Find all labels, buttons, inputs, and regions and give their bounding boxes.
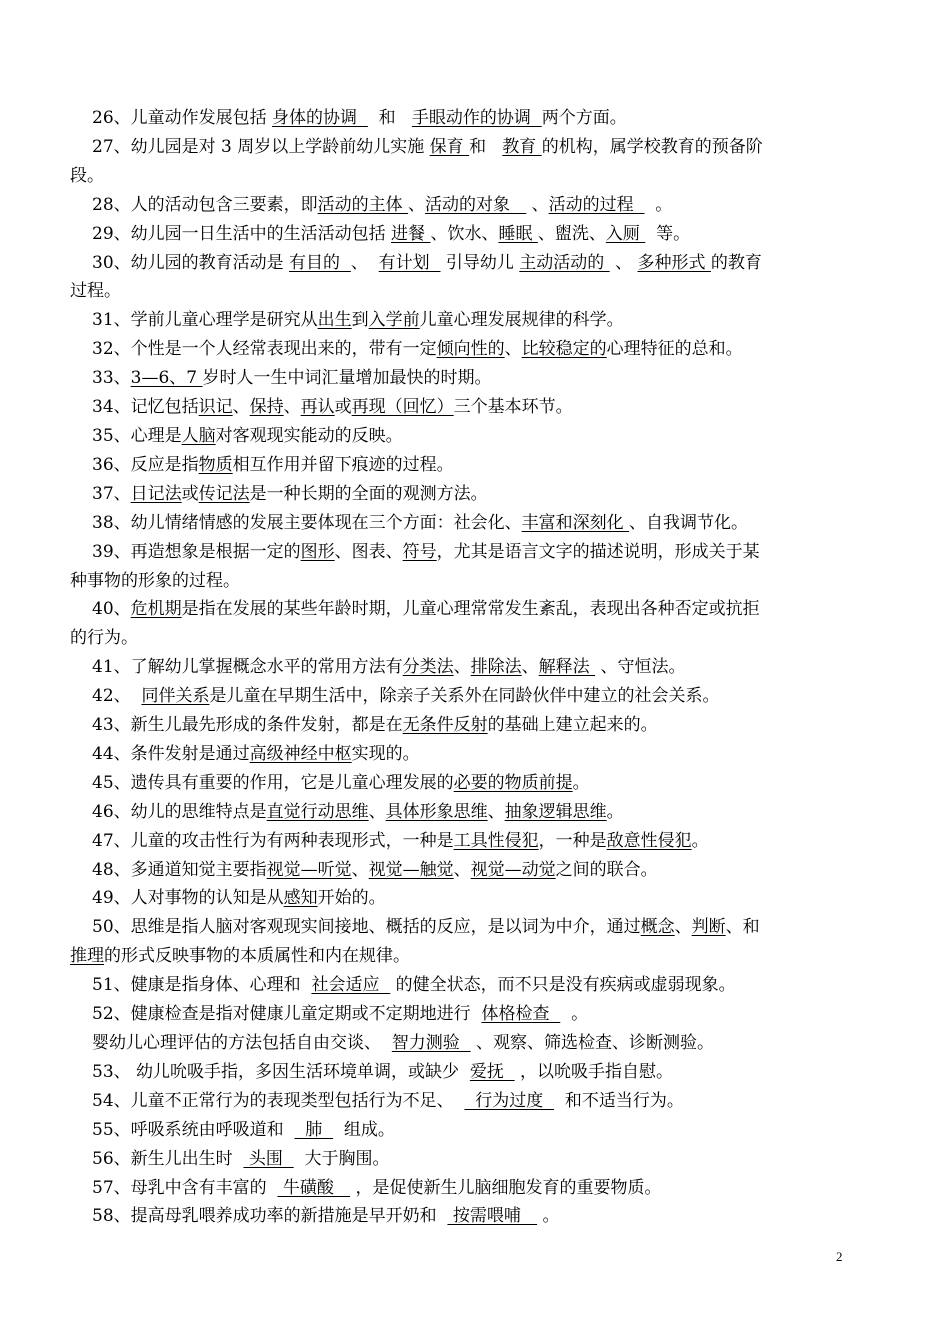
text-line xyxy=(70,1087,882,1116)
text-segment: 或 xyxy=(181,483,199,504)
text-segment: 的健全状态，而不只是没有疾病或虚弱现象。 xyxy=(390,975,736,996)
text-segment: 两个方面。 xyxy=(541,108,627,128)
answer-blank: 推理 xyxy=(70,946,104,967)
answer-blank: 直觉行动思维 xyxy=(266,801,369,822)
text-segment: 是指在发展的某些年龄时期，儿童心理常常发生紊乱，表现出各种否定或抗拒 xyxy=(181,599,760,620)
answer-blank: 进餐 xyxy=(391,223,431,244)
text-segment: 的教育 xyxy=(710,252,762,273)
text-segment: 和 xyxy=(469,136,503,157)
text-segment: 38、幼儿情绪情感的发展主要体现在三个方面：社会化、 xyxy=(92,512,522,533)
text-segment: 46、幼儿的思维特点是 xyxy=(92,801,267,822)
text-segment: 30、幼儿园的教育活动是 xyxy=(92,252,290,273)
text-line xyxy=(70,249,882,278)
text-segment: 、饮水、 xyxy=(430,223,499,244)
text-line xyxy=(70,740,882,769)
text-segment: 三个基本环节。 xyxy=(453,397,573,418)
answer-blank: 肺 xyxy=(294,1119,334,1140)
text-segment: 引导幼儿 xyxy=(440,252,520,273)
text-line xyxy=(70,1202,882,1231)
text-line xyxy=(70,798,882,827)
text-segment: 。 xyxy=(560,1004,589,1025)
text-segment: 相互作用并留下痕迹的过程。 xyxy=(232,454,454,475)
answer-blank: 必要的物质前提 xyxy=(453,772,573,793)
text-segment: 50、思维是指人脑对客观现实间接地、概括的反应，是以词为中介，通过 xyxy=(92,917,641,938)
text-line xyxy=(70,1029,882,1058)
text-line xyxy=(70,971,882,1000)
text-segment: 。 xyxy=(537,1206,560,1227)
answer-blank: 保育 xyxy=(429,136,470,157)
answer-blank: 主动活动的 xyxy=(519,252,610,273)
answer-blank: 图形 xyxy=(300,541,335,562)
answer-blank: 头围 xyxy=(243,1148,294,1169)
text-line xyxy=(70,451,882,480)
text-segment: ，一种是 xyxy=(538,830,607,851)
text-segment: 52、健康检查是指对健康儿童定期或不定期地进行 xyxy=(92,1004,482,1025)
answer-blank: 再认 xyxy=(300,397,335,418)
text-segment: 到 xyxy=(351,310,369,331)
text-segment: 婴幼儿心理评估的方法包括自由交谈、 xyxy=(92,1033,392,1053)
text-line xyxy=(70,942,882,971)
answer-blank: 感知 xyxy=(283,888,318,909)
text-segment: 、 xyxy=(487,801,505,822)
text-segment: 54、儿童不正常行为的表现类型包括行为不足、 xyxy=(92,1090,465,1111)
text-segment: 41、了解幼儿掌握概念水平的常用方法有 xyxy=(92,657,403,678)
text-line xyxy=(70,653,882,682)
text-segment: 、 xyxy=(368,801,386,822)
answer-blank: 判断 xyxy=(691,917,726,938)
text-segment: 或 xyxy=(334,397,352,418)
answer-blank: 日记法 xyxy=(130,483,182,504)
answer-blank: 活动的对象 xyxy=(425,194,527,215)
answer-blank: 身体的协调 xyxy=(272,108,368,128)
text-segment: 49、人对事物的认知是从 xyxy=(92,888,284,909)
answer-blank: 分类法 xyxy=(402,657,454,678)
text-segment: 43、新生儿最先形成的条件发射，都是在 xyxy=(92,715,403,736)
answer-blank: 多种形式 xyxy=(637,252,711,273)
text-segment: 。 xyxy=(644,194,673,215)
text-line xyxy=(70,104,882,133)
text-line xyxy=(70,1116,882,1145)
text-line xyxy=(70,827,882,856)
text-segment: ，尤其是语言文字的描述说明，形成关于某 xyxy=(436,541,760,562)
answer-blank: 智力测验 xyxy=(391,1033,471,1053)
text-segment: 29、幼儿园一日生活中的生活活动包括 xyxy=(92,223,392,244)
text-segment: 、盥洗、 xyxy=(537,223,606,244)
answer-blank: 丰富和深刻化 xyxy=(521,512,630,533)
text-segment: 42、 xyxy=(92,686,142,707)
text-segment: 大于胸围。 xyxy=(293,1148,390,1169)
text-line xyxy=(70,393,882,422)
text-segment: 、图表、 xyxy=(334,541,403,562)
text-segment: 是一种长期的全面的观测方法。 xyxy=(249,483,488,504)
answer-blank: 手眼动作的协调 xyxy=(411,108,542,128)
text-segment: 33、 xyxy=(92,368,131,389)
text-line xyxy=(70,769,882,798)
text-line xyxy=(70,220,882,249)
text-segment: 的基础上建立起来的。 xyxy=(487,715,658,736)
text-segment: 39、再造想象是根据一定的 xyxy=(92,541,301,562)
text-line xyxy=(70,162,882,191)
text-segment: 、 xyxy=(504,339,522,360)
text-segment: 、 xyxy=(526,194,549,215)
text-line xyxy=(70,422,882,451)
text-segment: 55、呼吸系统由呼吸道和 xyxy=(92,1119,295,1140)
answer-blank: 入学前 xyxy=(368,310,420,331)
text-segment: ，是促使新生儿脑细胞发育的重要物质。 xyxy=(350,1177,662,1198)
text-segment: 、 xyxy=(232,397,250,418)
text-segment: 28、人的活动包含三要素，即 xyxy=(92,194,318,215)
text-segment: 儿童心理发展规律的科学。 xyxy=(419,310,624,331)
text-segment: 、 xyxy=(453,657,471,678)
answer-blank: 有目的 xyxy=(289,252,351,273)
text-line xyxy=(70,509,882,538)
answer-blank: 社会适应 xyxy=(311,975,391,996)
answer-blank: 敌意性侵犯 xyxy=(606,830,692,851)
text-segment: 44、条件发射是通过 xyxy=(92,743,250,764)
text-segment: 心理特征的总和。 xyxy=(606,339,743,360)
text-segment: 开始的。 xyxy=(317,888,386,909)
text-segment: 是儿童在早期生活中，除亲子关系外在同龄伙伴中建立的社会关系。 xyxy=(209,686,720,707)
answer-blank: 牛磺酸 xyxy=(277,1177,351,1198)
text-line xyxy=(70,856,882,885)
answer-blank: 入厕 xyxy=(605,223,646,244)
text-segment: 对客观现实能动的反映。 xyxy=(215,425,403,446)
answer-blank: 教育 xyxy=(502,136,542,157)
text-segment: 、 xyxy=(283,397,301,418)
answer-blank: 传记法 xyxy=(198,483,250,504)
answer-blank: 睡眠 xyxy=(498,223,538,244)
text-segment: 57、母乳中含有丰富的 xyxy=(92,1177,278,1198)
answer-blank: 视觉—动觉 xyxy=(470,859,556,880)
answer-blank: 比较稳定的 xyxy=(521,339,607,360)
text-segment: 种事物的形象的过程。 xyxy=(70,570,240,591)
text-segment: 56、新生儿出生时 xyxy=(92,1148,244,1169)
document-body xyxy=(70,104,882,1231)
answer-blank: 危机期 xyxy=(130,599,182,620)
text-line xyxy=(70,277,882,306)
answer-blank: 概念 xyxy=(640,917,675,938)
text-segment: 27、幼儿园是对 3 周岁以上学龄前幼儿实施 xyxy=(92,136,430,157)
text-segment: 、 xyxy=(350,252,379,273)
answer-blank: 倾向性的 xyxy=(436,339,505,360)
text-segment: 之间的联合。 xyxy=(555,859,658,880)
text-segment: 53、 幼儿吮吸手指，多因生活环境单调，或缺少 xyxy=(92,1061,470,1082)
text-line xyxy=(70,306,882,335)
text-line xyxy=(70,682,882,711)
answer-blank: 物质 xyxy=(198,454,233,475)
answer-blank: 有计划 xyxy=(378,252,441,273)
answer-blank: 爱抚 xyxy=(469,1061,515,1082)
answer-blank: 同伴关系 xyxy=(141,686,210,707)
answer-blank: 行为过度 xyxy=(464,1090,555,1111)
text-segment: 的行为。 xyxy=(70,628,138,649)
text-segment: 、守恒法。 xyxy=(595,657,686,678)
text-segment: 、 xyxy=(453,859,471,880)
text-line xyxy=(70,567,882,596)
text-segment: 和不适当行为。 xyxy=(554,1090,684,1111)
text-segment: 岁时人一生中词汇量增加最快的时期。 xyxy=(202,368,492,389)
text-segment: 35、心理是 xyxy=(92,425,182,446)
answer-blank: 无条件反射 xyxy=(402,715,488,736)
text-line xyxy=(70,480,882,509)
text-segment: 。 xyxy=(606,801,624,822)
answer-blank: 符号 xyxy=(402,541,437,562)
text-segment: 、观察、筛选检查、诊断测验。 xyxy=(470,1033,715,1053)
text-segment: 。 xyxy=(691,830,709,851)
text-line xyxy=(70,595,882,624)
text-line xyxy=(70,884,882,913)
text-line xyxy=(70,1174,882,1203)
answer-blank: 抽象逻辑思维 xyxy=(504,801,607,822)
answer-blank: 视觉—触觉 xyxy=(368,859,454,880)
text-segment: 、 xyxy=(609,252,638,273)
text-segment: 47、儿童的攻击性行为有两种表现形式，一种是 xyxy=(92,830,454,851)
text-segment: 40、 xyxy=(92,599,131,620)
text-line xyxy=(70,538,882,567)
text-segment: 的形式反映事物的本质属性和内在规律。 xyxy=(104,946,410,967)
text-segment: 、 xyxy=(674,917,692,938)
text-segment: 过程。 xyxy=(70,281,121,302)
text-line xyxy=(70,1145,882,1174)
answer-blank: 具体形象思维 xyxy=(385,801,488,822)
text-segment: 、自我调节化。 xyxy=(629,512,749,533)
answer-blank: 工具性侵犯 xyxy=(453,830,539,851)
answer-blank: 体格检查 xyxy=(481,1004,561,1025)
text-segment: 36、反应是指 xyxy=(92,454,199,475)
text-segment: 、和 xyxy=(725,917,760,938)
text-segment: 组成。 xyxy=(333,1119,395,1140)
answer-blank: 活动的主体 xyxy=(317,194,409,215)
text-line xyxy=(70,191,882,220)
text-segment: 等。 xyxy=(645,223,691,244)
answer-blank: 3—6、7 xyxy=(130,368,203,389)
text-segment: 26、儿童动作发展包括 xyxy=(92,108,273,128)
text-segment: 。 xyxy=(572,772,590,793)
text-segment: 和 xyxy=(367,108,412,128)
text-segment: 37、 xyxy=(92,483,131,504)
text-line xyxy=(70,913,882,942)
answer-blank: 解释法 xyxy=(538,657,596,678)
text-segment: 段。 xyxy=(70,165,104,186)
text-segment: 58、提高母乳喂养成功率的新措施是早开奶和 xyxy=(92,1206,448,1227)
answer-blank: 视觉—听觉 xyxy=(266,859,352,880)
text-segment: 48、多通道知觉主要指 xyxy=(92,859,267,880)
text-line xyxy=(70,335,882,364)
answer-blank: 再现（回忆） xyxy=(351,397,454,418)
text-segment: 31、学前儿童心理学是研究从 xyxy=(92,310,318,331)
text-line xyxy=(70,711,882,740)
text-line xyxy=(70,364,882,393)
text-segment: 、 xyxy=(408,194,426,215)
text-segment: 实现的。 xyxy=(351,743,420,764)
text-line xyxy=(70,624,882,653)
text-segment: 34、记忆包括 xyxy=(92,397,199,418)
answer-blank: 高级神经中枢 xyxy=(249,743,352,764)
answer-blank: 保持 xyxy=(249,397,284,418)
answer-blank: 识记 xyxy=(198,397,233,418)
answer-blank: 按需喂哺 xyxy=(447,1206,538,1227)
answer-blank: 人脑 xyxy=(181,425,216,446)
text-segment: ，以吮吸手指自慰。 xyxy=(514,1061,674,1082)
text-segment: 51、健康是指身体、心理和 xyxy=(92,975,312,996)
text-segment: 32、个性是一个人经常表现出来的，带有一定 xyxy=(92,339,437,360)
text-segment: 、 xyxy=(521,657,539,678)
answer-blank: 出生 xyxy=(317,310,352,331)
text-line xyxy=(70,1058,882,1087)
text-line xyxy=(70,1000,882,1029)
text-segment: 45、遗传具有重要的作用，它是儿童心理发展的 xyxy=(92,772,454,793)
text-line xyxy=(70,133,882,162)
text-segment: 的机构，属学校教育的预备阶 xyxy=(541,136,763,157)
text-segment: 、 xyxy=(351,859,369,880)
answer-blank: 排除法 xyxy=(470,657,522,678)
page-number: 2 xyxy=(836,1249,843,1264)
answer-blank: 活动的过程 xyxy=(548,194,645,215)
